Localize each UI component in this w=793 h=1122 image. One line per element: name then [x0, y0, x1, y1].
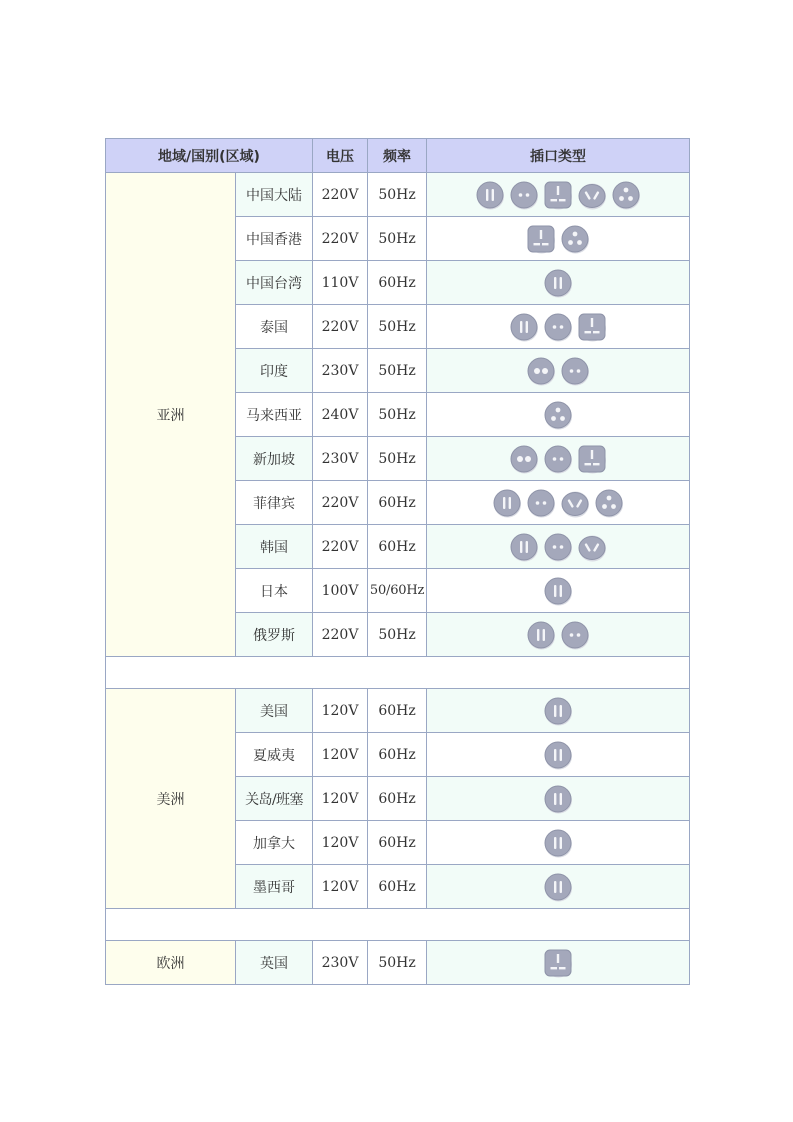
country-cell: 美国 [236, 689, 312, 732]
plug-three-round-pins-icon [611, 180, 641, 210]
voltage-cell: 240V [313, 393, 367, 436]
plug-type-cell [427, 613, 689, 656]
voltage-cell: 230V [313, 941, 367, 984]
plug-type-cell [427, 525, 689, 568]
country-cell: 俄罗斯 [236, 613, 312, 656]
separator-cell [106, 909, 689, 940]
frequency-cell: 60Hz [368, 733, 426, 776]
plug-type-cell [427, 437, 689, 480]
voltage-cell: 220V [313, 613, 367, 656]
voltage-cell: 220V [313, 305, 367, 348]
voltage-cell: 230V [313, 437, 367, 480]
plug-two-flat-pins-icon [543, 696, 573, 726]
voltage-cell: 120V [313, 865, 367, 908]
plug-two-round-pins-icon [543, 444, 573, 474]
voltage-cell: 220V [313, 525, 367, 568]
table-row [106, 173, 689, 216]
frequency-cell: 50Hz [368, 613, 426, 656]
frequency-cell: 60Hz [368, 777, 426, 820]
plug-two-large-round-pins-icon [526, 356, 556, 386]
plug-type-cell [427, 261, 689, 304]
plug-type-cell [427, 777, 689, 820]
plug-voltage-table [105, 138, 690, 985]
frequency-cell: 50/60Hz [368, 569, 426, 612]
plug-three-rect-pins-icon [526, 224, 556, 254]
header-frequency: 频率 [368, 139, 426, 172]
country-cell: 新加坡 [236, 437, 312, 480]
voltage-cell: 230V [313, 349, 367, 392]
plug-three-rect-pins-icon [543, 948, 573, 978]
plug-two-flat-pins-icon [492, 488, 522, 518]
region-cell: 亚洲 [106, 173, 235, 656]
frequency-cell: 60Hz [368, 481, 426, 524]
plug-three-round-pins-icon [560, 224, 590, 254]
plug-type-cell [427, 393, 689, 436]
plug-three-rect-pins-icon [577, 444, 607, 474]
voltage-cell: 120V [313, 689, 367, 732]
plug-type-cell [427, 305, 689, 348]
plug-two-flat-pins-icon [526, 620, 556, 650]
frequency-cell: 50Hz [368, 173, 426, 216]
plug-two-flat-pins-icon [543, 268, 573, 298]
region-cell: 欧洲 [106, 941, 235, 984]
group-separator-row [106, 657, 689, 688]
country-cell: 马来西亚 [236, 393, 312, 436]
plug-type-cell [427, 941, 689, 984]
plug-angled-pins-icon [560, 488, 590, 518]
country-cell: 印度 [236, 349, 312, 392]
plug-two-round-pins-icon [509, 180, 539, 210]
plug-type-cell [427, 217, 689, 260]
plug-type-cell [427, 481, 689, 524]
plug-two-flat-pins-icon [543, 740, 573, 770]
frequency-cell: 50Hz [368, 437, 426, 480]
country-cell: 中国台湾 [236, 261, 312, 304]
plug-two-round-pins-icon [560, 620, 590, 650]
country-cell: 日本 [236, 569, 312, 612]
frequency-cell: 60Hz [368, 261, 426, 304]
plug-two-flat-pins-icon [543, 828, 573, 858]
frequency-cell: 60Hz [368, 821, 426, 864]
plug-type-cell [427, 173, 689, 216]
country-cell: 夏威夷 [236, 733, 312, 776]
table-header-row [106, 139, 689, 172]
group-separator-row [106, 909, 689, 940]
voltage-cell: 120V [313, 733, 367, 776]
plug-type-cell [427, 689, 689, 732]
plug-two-flat-pins-icon [509, 312, 539, 342]
plug-two-flat-pins-icon [475, 180, 505, 210]
header-region: 地域/国别(区域) [106, 139, 312, 172]
frequency-cell: 60Hz [368, 865, 426, 908]
voltage-cell: 220V [313, 217, 367, 260]
plug-three-round-pins-icon [594, 488, 624, 518]
voltage-cell: 220V [313, 173, 367, 216]
voltage-cell: 120V [313, 821, 367, 864]
plug-type-cell [427, 865, 689, 908]
plug-two-flat-pins-icon [543, 576, 573, 606]
plug-two-round-pins-icon [543, 532, 573, 562]
frequency-cell: 50Hz [368, 941, 426, 984]
header-voltage: 电压 [313, 139, 367, 172]
voltage-cell: 220V [313, 481, 367, 524]
country-cell: 中国大陆 [236, 173, 312, 216]
country-cell: 加拿大 [236, 821, 312, 864]
table-row [106, 941, 689, 984]
plug-angled-pins-icon [577, 180, 607, 210]
region-cell: 美洲 [106, 689, 235, 908]
country-cell: 菲律宾 [236, 481, 312, 524]
plug-two-round-pins-icon [560, 356, 590, 386]
plug-three-round-pins-icon [543, 400, 573, 430]
plug-three-rect-pins-icon [543, 180, 573, 210]
country-cell: 韩国 [236, 525, 312, 568]
frequency-cell: 50Hz [368, 217, 426, 260]
plug-two-flat-pins-icon [509, 532, 539, 562]
frequency-cell: 50Hz [368, 305, 426, 348]
plug-type-cell [427, 349, 689, 392]
country-cell: 英国 [236, 941, 312, 984]
frequency-cell: 50Hz [368, 393, 426, 436]
plug-angled-pins-icon [577, 532, 607, 562]
plug-two-flat-pins-icon [543, 784, 573, 814]
voltage-cell: 100V [313, 569, 367, 612]
header-plug-type: 插口类型 [427, 139, 689, 172]
country-cell: 中国香港 [236, 217, 312, 260]
voltage-cell: 110V [313, 261, 367, 304]
plug-two-flat-pins-icon [543, 872, 573, 902]
plug-three-rect-pins-icon [577, 312, 607, 342]
country-cell: 墨西哥 [236, 865, 312, 908]
separator-cell [106, 657, 689, 688]
country-cell: 关岛/班塞 [236, 777, 312, 820]
frequency-cell: 60Hz [368, 525, 426, 568]
plug-type-cell [427, 733, 689, 776]
plug-two-round-pins-icon [543, 312, 573, 342]
table-row [106, 689, 689, 732]
country-cell: 泰国 [236, 305, 312, 348]
plug-two-round-pins-icon [526, 488, 556, 518]
frequency-cell: 50Hz [368, 349, 426, 392]
plug-type-cell [427, 821, 689, 864]
frequency-cell: 60Hz [368, 689, 426, 732]
plug-type-cell [427, 569, 689, 612]
voltage-cell: 120V [313, 777, 367, 820]
plug-two-large-round-pins-icon [509, 444, 539, 474]
